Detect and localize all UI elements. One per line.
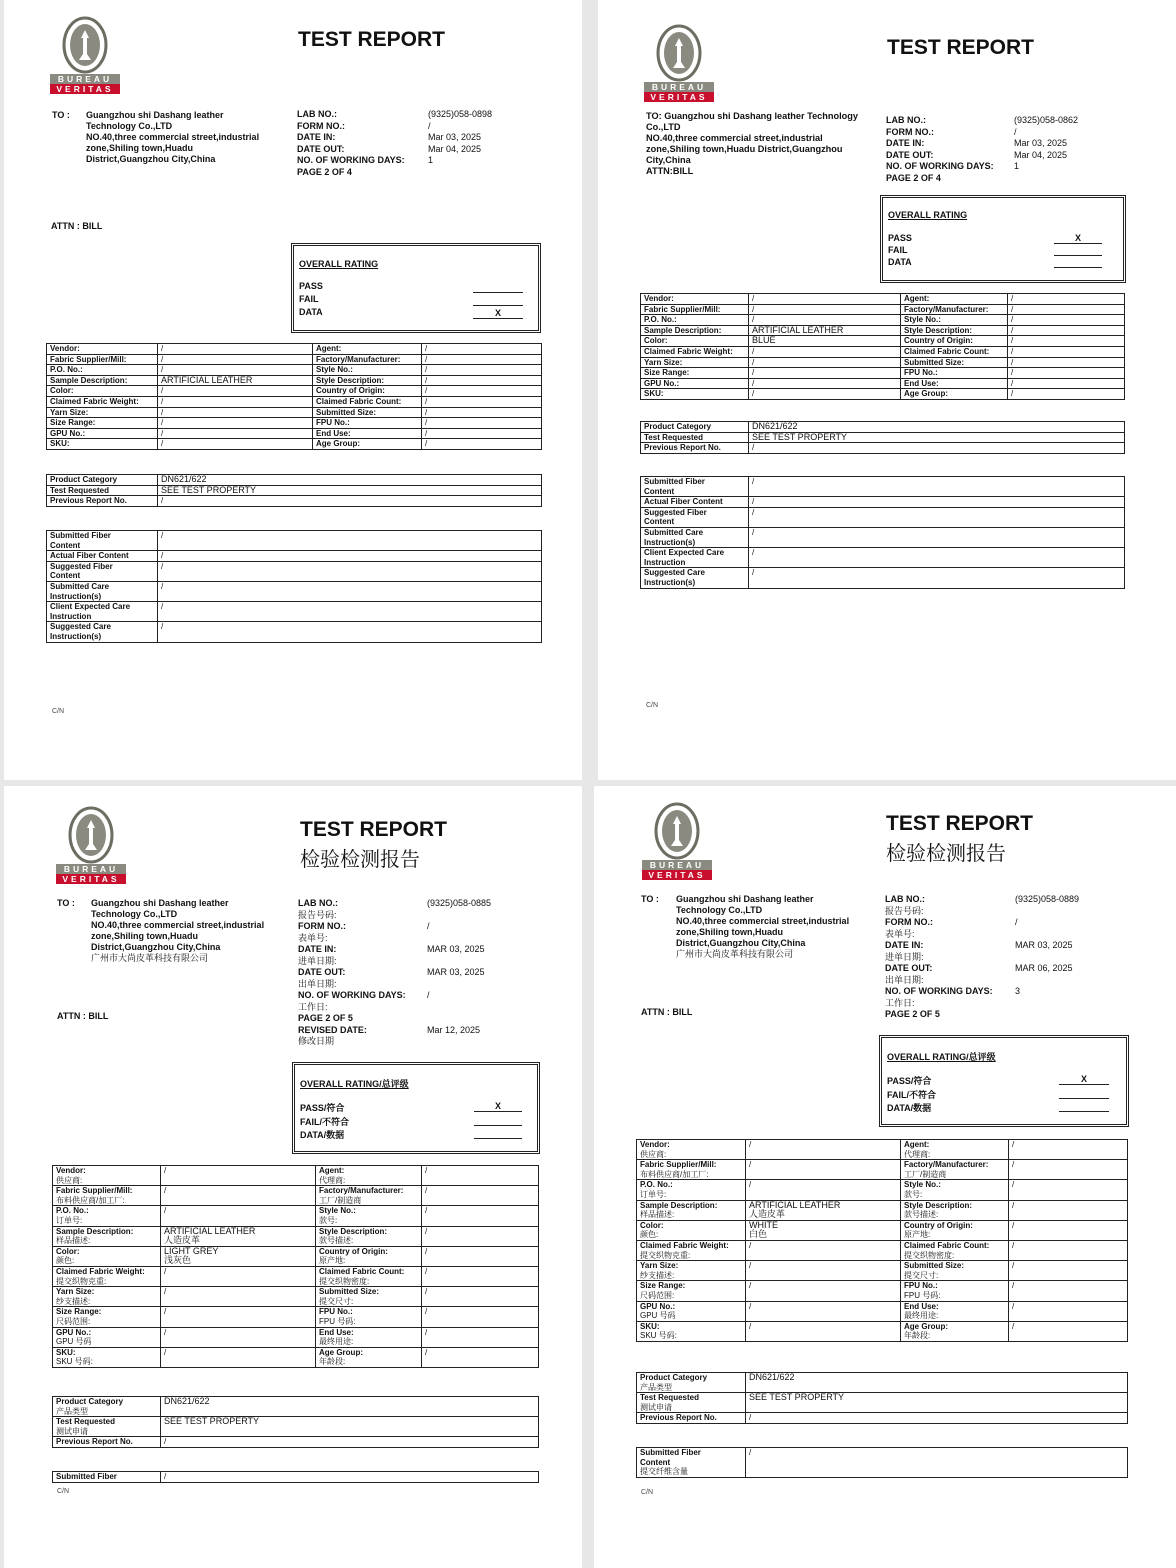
- overall-rating-box: OVERALL RATING/总评级 PASS/符合 FAIL/不符合 DATA/数据 X: [292, 1062, 540, 1154]
- bureau-veritas-logo: [50, 16, 120, 94]
- product-table: Product Category 产品类型 DN621/622 Test Requested 测试申请 SEE TEST PROPERTY Previous Report No. /: [636, 1372, 1128, 1424]
- lab-no: (9325)058-0862: [1014, 115, 1079, 125]
- report-page-2: [598, 0, 1176, 780]
- fiber-care-table: Submitted Fiber Content / Actual Fiber Content / Suggested Fiber Content / Submitted Care Instruction(s) / Client Expected Care Instruction / Suggested Care Instruction(s) /: [640, 476, 1125, 589]
- date-in: Mar 03, 2025: [1014, 138, 1068, 148]
- overall-rating-box: OVERALL RATING/总评级 PASS/符合 FAIL/不符合 DATA/数据 X: [879, 1035, 1129, 1127]
- logo-line-bureau: BUREAU: [56, 864, 126, 874]
- recipient-address: Guangzhou shi Dashang leather Technology Co.,LTD NO.40,three commercial street,industrial zone,Shiling town,Huadu District,Guangzhou City,China: [86, 110, 260, 164]
- sample-description: ARTIFICIAL LEATHER: [749, 1200, 841, 1210]
- logo-line-bureau: BUREAU: [50, 74, 120, 84]
- bureau-veritas-logo: [642, 802, 712, 880]
- color-value: /: [158, 386, 313, 397]
- footer-cn: C/N: [57, 1488, 70, 1495]
- color-value: BLUE: [749, 336, 901, 347]
- date-out: MAR 03, 2025: [427, 967, 485, 977]
- form-no: /: [1015, 917, 1018, 927]
- revised-date: Mar 12, 2025: [427, 1024, 481, 1035]
- bureau-veritas-logo: [56, 806, 126, 884]
- footer-cn: C/N: [646, 702, 659, 709]
- form-no: /: [427, 921, 430, 931]
- report-title: TEST REPORT: [300, 818, 448, 841]
- rating-data-mark: X: [473, 309, 523, 319]
- rating-pass-mark: X: [474, 1102, 522, 1112]
- bureau-veritas-seal-icon: [62, 16, 108, 74]
- product-table: Product Category 产品类型 DN621/622 Test Requested 测试申请 SEE TEST PROPERTY Previous Report No. /: [52, 1396, 539, 1448]
- page-number: PAGE 2 OF 4: [297, 166, 352, 177]
- bureau-veritas-seal-icon: [656, 24, 702, 82]
- date-in: Mar 03, 2025: [428, 132, 482, 142]
- working-days: 1: [1014, 161, 1020, 171]
- logo-line-veritas: VERITAS: [642, 870, 712, 880]
- to-label: TO :: [52, 110, 70, 120]
- working-days: 1: [428, 155, 434, 165]
- sample-description: ARTIFICIAL LEATHER: [749, 325, 901, 336]
- logo-line-veritas: VERITAS: [644, 92, 714, 102]
- overall-rating-box: OVERALL RATING PASS FAIL DATA X: [880, 195, 1126, 283]
- sample-info-table: Vendor: 供应商: / Agent: 代理商: / Fabric Supplier/Mill: 布料供应商/加工厂: / Factory/Manufacturer: 工厂/制造商 / P.O. No.: 订单号: / Style No.: 款号: / Sample Description: 样品描述: ARTIFICIAL LEATHER 人造皮革 Style Description: 款号描述: / Color: 颜色: WHITE 白色 Country of Origin: 原产地: / Claimed Fabric Weight: 提交织物克重: / Claimed Fabric Count: 提交织物密度: / Yarn Size: 纱支描述: / Submitted Size: 提交尺寸: / Size Range: 尺码范围: / FPU No.: FPU 号码: / GPU No.: GPU 号码 / End Use: 最终用途: / SKU: SKU 号码: / Age Group: 年龄段: /: [636, 1139, 1128, 1342]
- lab-no: (9325)058-0885: [427, 898, 492, 908]
- report-meta: LAB NO.: (9325)058-0898 FORM NO.: / DATE IN: Mar 03, 2025 DATE OUT: Mar 04, 2025 NO. OF WORKING DAYS: 1 PAGE 2 OF 4: [297, 109, 528, 178]
- report-meta: LAB NO.: 报告号码: (9325)058-0889 FORM NO.: 表单号: / DATE IN: 进单日期: MAR 03, 2025 DATE OUT: 出单日期: MAR 06, 2025 NO. OF WORKING DAYS: 工作日: 3 PAGE 2 OF 5: [885, 894, 1115, 1021]
- logo-line-veritas: VERITAS: [56, 874, 126, 884]
- sample-description: ARTIFICIAL LEATHER: [164, 1226, 256, 1236]
- sample-info-table: Vendor: / Agent: / Fabric Supplier/Mill: / Factory/Manufacturer: / P.O. No.: / Style No.: / Sample Description: ARTIFICIAL LEATHER Style Description: / Color: / Country of Origin: / Claimed Fabric Weight: / Claimed Fabric Count: / Yarn Size: / Submitted Size: / Size Range: / FPU No.: / GPU No.: / End Use: / SKU: / Age Group: /: [46, 343, 542, 450]
- date-out: Mar 04, 2025: [428, 143, 482, 154]
- to-label: TO :: [641, 894, 659, 904]
- attn-line: ATTN : BILL: [51, 221, 103, 231]
- report-title: TEST REPORT: [887, 36, 1035, 59]
- report-title-cn: 检验检测报告: [886, 843, 1006, 865]
- recipient-address: TO: Guangzhou shi Dashang leather Technology Co.,LTD NO.40,three commercial street,industrial zone,Shiling town,Huadu District,Guangzhou City,China ATTN:BILL: [646, 111, 859, 176]
- working-days: /: [427, 990, 430, 1000]
- sample-description: ARTIFICIAL LEATHER: [158, 375, 313, 386]
- bureau-veritas-logo: [644, 24, 714, 102]
- product-table: Product Category DN621/622 Test Requested SEE TEST PROPERTY Previous Report No. /: [640, 421, 1125, 454]
- attn-line: ATTN:BILL: [646, 166, 694, 176]
- report-page-3: [4, 786, 582, 1568]
- page-number: PAGE 2 OF 4: [886, 172, 941, 183]
- lab-no: (9325)058-0889: [1015, 894, 1080, 904]
- rating-pass-mark: X: [1059, 1075, 1109, 1085]
- date-in: MAR 03, 2025: [427, 944, 485, 954]
- page-number: PAGE 2 OF 5: [885, 1009, 940, 1019]
- recipient-address: Guangzhou shi Dashang leather Technology Co.,LTD NO.40,three commercial street,industrial zone,Shiling town,Huadu District,Guangzhou City,China 广州市大尚皮革科技有限公司: [91, 898, 265, 963]
- working-days: 3: [1015, 986, 1021, 996]
- footer-cn: C/N: [52, 708, 65, 715]
- fiber-care-table: Submitted Fiber /: [52, 1471, 539, 1483]
- color-value: LIGHT GREY: [164, 1246, 219, 1256]
- recipient-address: Guangzhou shi Dashang leather Technology Co.,LTD NO.40,three commercial street,industrial zone,Shiling town,Huadu District,Guangzhou City,China 广州市大尚皮革科技有限公司: [676, 894, 850, 959]
- report-title: TEST REPORT: [298, 28, 446, 51]
- lab-no: (9325)058-0898: [428, 109, 493, 119]
- footer-cn: C/N: [641, 1489, 654, 1496]
- logo-line-bureau: BUREAU: [644, 82, 714, 92]
- date-out: MAR 06, 2025: [1015, 963, 1073, 973]
- report-page-1: [4, 0, 582, 780]
- overall-rating-box: OVERALL RATING PASS FAIL DATA X: [291, 243, 541, 333]
- date-in: MAR 03, 2025: [1015, 940, 1073, 950]
- attn-line: ATTN : BILL: [641, 1007, 693, 1017]
- report-page-4: [594, 786, 1176, 1568]
- logo-line-veritas: VERITAS: [50, 84, 120, 94]
- form-no: /: [1014, 126, 1017, 137]
- fiber-care-table: Submitted Fiber Content / Actual Fiber Content / Suggested Fiber Content / Submitted Care Instruction(s) / Client Expected Care Instruction / Suggested Care Instruction(s) /: [46, 530, 542, 643]
- fiber-care-table: Submitted Fiber Content 提交纤维含量 /: [636, 1447, 1128, 1478]
- attn-line: ATTN : BILL: [57, 1011, 109, 1021]
- page-number: PAGE 2 OF 5: [298, 1013, 353, 1023]
- sample-info-table: Vendor: / Agent: / Fabric Supplier/Mill: / Factory/Manufacturer: / P.O. No.: / Style No.: / Sample Description: ARTIFICIAL LEATHER Style Description: / Color: BLUE Country of Origin: / Claimed Fabric Weight: / Claimed Fabric Count: / Yarn Size: / Submitted Size: / Size Range: / FPU No.: / GPU No.: / End Use: / SKU: / Age Group: /: [640, 293, 1125, 400]
- bureau-veritas-seal-icon: [68, 806, 114, 864]
- color-value: WHITE: [749, 1220, 778, 1230]
- report-title-cn: 检验检测报告: [300, 849, 420, 871]
- date-out: Mar 04, 2025: [1014, 149, 1068, 160]
- sample-info-table: Vendor: 供应商: / Agent: 代理商: / Fabric Supplier/Mill: 布料供应商/加工厂: / Factory/Manufacturer: 工厂/制造商 / P.O. No.: 订单号: / Style No.: 款号: / Sample Description: 样品描述: ARTIFICIAL LEATHER 人造皮革 Style Description: 款号描述: / Color: 颜色: LIGHT GREY 浅灰色 Country of Origin: 原产地: / Claimed Fabric Weight: 提交织物克重: / Claimed Fabric Count: 提交织物密度: / Yarn Size: 纱支描述: / Submitted Size: 提交尺寸: / Size Range: 尺码范围: / FPU No.: FPU 号码: / GPU No.: GPU 号码 / End Use: 最终用途: / SKU: SKU 号码: / Age Group: 年龄段: /: [52, 1165, 539, 1368]
- bureau-veritas-seal-icon: [654, 802, 700, 860]
- to-label: TO :: [57, 898, 75, 908]
- logo-line-bureau: BUREAU: [642, 860, 712, 870]
- rating-pass-mark: X: [1054, 234, 1102, 244]
- report-title: TEST REPORT: [886, 812, 1034, 835]
- report-meta: LAB NO.: (9325)058-0862 FORM NO.: / DATE IN: Mar 03, 2025 DATE OUT: Mar 04, 2025 NO. OF WORKING DAYS: 1 PAGE 2 OF 4: [886, 115, 1114, 184]
- report-meta: LAB NO.: 报告号码: (9325)058-0885 FORM NO.: 表单号: / DATE IN: 进单日期: MAR 03, 2025 DATE OUT: 出单日期: MAR 03, 2025 NO. OF WORKING DAYS: 工作日: / PAGE 2 OF 5 REVISED DATE: 修改日期 Mar 12, 2025: [298, 898, 527, 1048]
- product-table: Product Category DN621/622 Test Requested SEE TEST PROPERTY Previous Report No. /: [46, 474, 542, 507]
- form-no: /: [428, 120, 431, 131]
